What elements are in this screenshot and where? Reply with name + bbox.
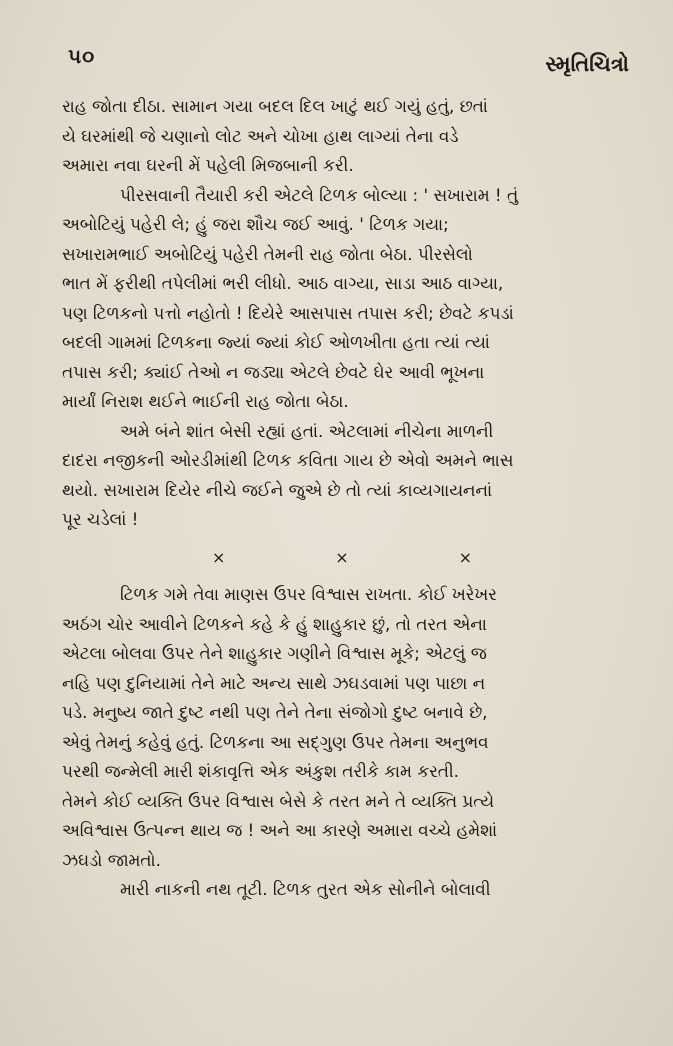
paragraph-2 [62, 181, 623, 417]
text-line: મારી નાકની નથ તૂટી. ટિળક તુરત એક સોનીને બોલાવી [120, 879, 491, 899]
text-line: નહિ પણ દુનિયામાં તેને માટે અન્ય સાથે ઝઘડવામાં પણ પાછા ન [62, 672, 486, 693]
text-line: પૂર ચડેલાં ! [62, 509, 139, 529]
paragraph-5 [62, 875, 623, 905]
text-line: માર્યાં નિરાશ થઈને ભાઈની રાહ જોતા બેઠા. [62, 391, 349, 411]
separator-mark: × [212, 547, 226, 567]
paragraph-4 [62, 580, 623, 875]
text-line: પણ ટિળકનો પત્તો નહોતો ! દિયેરે આસપાસ તપાસ કરી; છેવટે કપડાં [62, 302, 514, 323]
text-line: અબોટિયું પહેરી લે; હું જરા શૌચ જઈ આવું. ' ટિળક ગયા; [62, 214, 449, 234]
paragraph-3 [62, 417, 623, 535]
separator-mark: × [458, 547, 472, 567]
text-line: પરથી જન્મેલી મારી શંકાવૃત્તિ એક અંકુશ તરીકે કામ કરતી. [62, 761, 460, 781]
text-line: ઝઘડો જામતો. [62, 849, 161, 870]
text-line: રાહ જોતા દીઠા. સામાન ગયા બદલ દિલ ખાટું થઈ ગયું હતું, છતાં [62, 96, 488, 116]
page-number: ૫૦ [68, 44, 96, 68]
running-title: સ્મૃતિચિત્રો [545, 52, 629, 76]
text-line: થયો. સખારામ દિયેર નીચે જઈને જુએ છે તો ત્યાં કાવ્યગાયનનાં [62, 479, 493, 500]
separator-mark: × [335, 547, 349, 567]
paragraph-1 [62, 92, 623, 181]
text-line: બદલી ગામમાં ટિળકના જ્યાં જ્યાં કોઈ ઓળખીતા હતા ત્યાં ત્યાં [62, 332, 490, 352]
text-line: એટલા બોલવા ઉપર તેને શાહુકાર ગણીને વિશ્વાસ મૂકે; એટલું જ [62, 643, 487, 663]
text-line: એવું તેમનું કહેવું હતું. ટિળકના આ સદ્ગુણ ઉપર તેમના અનુભવ [62, 731, 489, 752]
text-line: ભાત મેં ફરીથી તપેલીમાં ભરી લીધો. આઠ વાગ્યા, સાડા આઠ વાગ્યા, [62, 273, 504, 293]
text-line: પીરસવાની તૈયારી કરી એટલે ટિળક બોલ્યા : ' સખારામ ! તું [120, 184, 519, 205]
page-header [68, 44, 629, 84]
text-line: અમારા નવા ઘરની મેં પહેલી મિજબાની કરી. [62, 155, 354, 175]
text-line: અવિશ્વાસ ઉત્પન્ન થાય જ ! અને આ કારણે અમારા વચ્ચે હમેશાં [62, 820, 498, 840]
section-separator [212, 543, 472, 573]
text-line: યે ઘરમાંથી જે ચણાનો લોટ અને ચોખા હાથ લાગ્યાં તેના વડે [62, 125, 459, 146]
text-line: દાદરા નજીકની ઓરડીમાંથી ટિળક કવિતા ગાય છે એવો અમને ભાસ [62, 450, 514, 470]
text-line: સખારામભાઈ અબોટિયું પહેરી તેમની રાહ જોતા બેઠા. પીરસેલો [62, 243, 473, 264]
body-text [62, 92, 623, 905]
text-line: તપાસ કરી; ક્યાંઈ તેઓ ન જડ્યા એટલે છેવટે ઘેર આવી ભૂખના [62, 361, 485, 382]
text-line: તેમને કોઈ વ્યક્તિ ઉપર વિશ્વાસ બેસે કે તરત મને તે વ્યક્તિ પ્રત્યે [62, 790, 495, 811]
text-line: પડે. મનુષ્ય જાતે દુષ્ટ નથી પણ તેને તેના સંજોગો દુષ્ટ બનાવે છે, [62, 702, 488, 722]
text-line: અમે બંને શાંત બેસી રહ્યાં હતાં. એટલામાં નીચેના માળની [120, 420, 494, 441]
text-line: ટિળક ગમે તેવા માણસ ઉપર વિશ્વાસ રાખતા. કોઈ ખરેખર [120, 584, 497, 604]
text-line: અઠંગ ચોર આવીને ટિળકને કહે કે હું શાહુકાર છું, તો તરત એના [62, 613, 487, 634]
